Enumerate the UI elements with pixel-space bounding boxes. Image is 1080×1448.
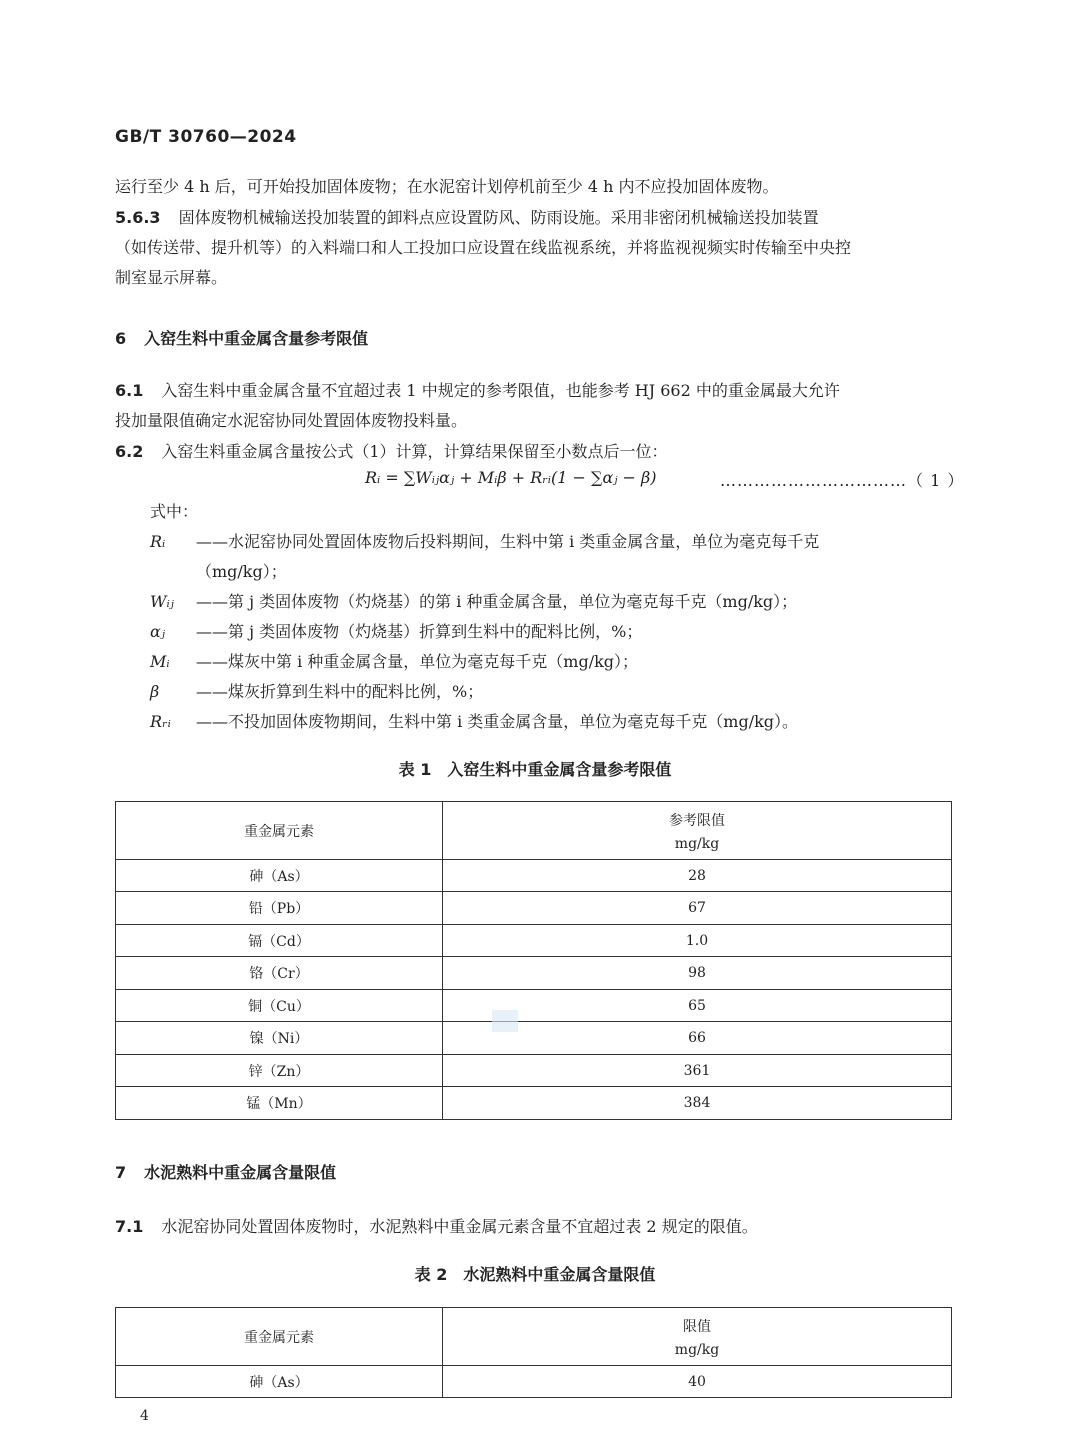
definition-symbol: αⱼ: [150, 622, 166, 641]
definition-text: （mg/kg）；: [196, 562, 287, 581]
element-cell: 砷（As）: [116, 1366, 443, 1398]
element-cell: 镉（Cd）: [116, 925, 443, 957]
table-1: [115, 801, 952, 1120]
element-cell: 锰（Mn）: [116, 1087, 443, 1120]
section-6-heading: [115, 326, 368, 349]
definition-text: ——煤灰中第 i 种重金属含量，单位为毫克每千克（mg/kg）；: [196, 652, 639, 671]
section-title: 入窑生料中重金属含量参考限值: [144, 329, 369, 348]
column-header-label: 参考限值: [669, 812, 725, 829]
table-row: [116, 1087, 952, 1120]
value-cell: 65: [443, 990, 952, 1022]
definition-text: ——第 j 类固体废物（灼烧基）折算到生料中的配料比例，%；: [196, 622, 643, 641]
definition-symbol: Mᵢ: [150, 652, 170, 671]
clause-number: 7.1: [115, 1217, 144, 1236]
element-cell: 锌（Zn）: [116, 1055, 443, 1087]
definition-text: ——水泥窑协同处置固体废物后投料期间，生料中第 i 类重金属含量，单位为毫克每千克: [196, 532, 820, 551]
table-row: [116, 1022, 952, 1055]
column-header-limit: [443, 802, 952, 860]
element-cell: 铜（Cu）: [116, 990, 443, 1022]
definition-item: [150, 647, 955, 677]
table-header-row: [116, 1308, 952, 1366]
table-row: [116, 860, 952, 892]
formula-number: ……………………………（ 1 ）: [720, 471, 965, 490]
definition-symbol: Wᵢⱼ: [150, 592, 174, 611]
clause-text-line: 投加量限值确定水泥窑协同处置固体废物投料量。: [115, 411, 468, 430]
value-cell: 66: [443, 1022, 952, 1055]
element-cell: 铅（Pb）: [116, 892, 443, 925]
value-cell: 28: [443, 860, 952, 892]
definition-item: [150, 527, 955, 557]
watermark-mark: [492, 1010, 518, 1032]
table-row: [116, 925, 952, 957]
column-header-element: 重金属元素: [116, 1308, 443, 1366]
definition-text: ——煤灰折算到生料中的配料比例，%；: [196, 682, 484, 701]
clause-6-2: [115, 437, 955, 467]
column-header-unit: mg/kg: [674, 835, 720, 852]
definition-item: [150, 617, 955, 647]
clause-number: 6.1: [115, 381, 144, 400]
definition-text: ——不投加固体废物期间，生料中第 i 类重金属含量，单位为毫克每千克（mg/kg）。: [196, 712, 799, 731]
value-cell: 1.0: [443, 925, 952, 957]
clause-5-6-3: [115, 203, 955, 233]
where-label: 式中：: [150, 502, 199, 521]
column-header-limit: [443, 1308, 952, 1366]
formula-1: Rᵢ = ∑Wᵢⱼαⱼ + Mᵢβ + Rᵣᵢ(1 − ∑αⱼ − β): [365, 468, 657, 487]
paragraph-continued: 运行至少 4 h 后，可开始投加固体废物；在水泥窑计划停机前至少 4 h 内不应投加固体废物。: [115, 177, 779, 196]
definition-item: [150, 587, 955, 617]
element-cell: 砷（As）: [116, 860, 443, 892]
value-cell: 384: [443, 1087, 952, 1120]
clause-text-line: 入窑生料重金属含量按公式（1）计算，计算结果保留至小数点后一位：: [161, 442, 668, 461]
clause-text-line: 入窑生料中重金属含量不宜超过表 1 中规定的参考限值，也能参考 HJ 662 中的重金属最大允许: [161, 381, 840, 400]
table-row: [116, 957, 952, 990]
definition-symbol: β: [150, 682, 160, 701]
table-row: [116, 892, 952, 925]
definition-symbol: Rᵣᵢ: [150, 712, 171, 731]
value-cell: 40: [443, 1366, 952, 1398]
definition-symbol: Rᵢ: [150, 532, 166, 551]
clause-text-line: 固体废物机械输送投加装置的卸料点应设置防风、防雨设施。采用非密闭机械输送投加装置: [178, 208, 819, 227]
clause-text-line: （如传送带、提升机等）的入料端口和人工投加口应设置在线监视系统，并将监视视频实时传输至中央控: [115, 238, 852, 257]
clause-text-line: 制室显示屏幕。: [115, 268, 228, 287]
value-cell: 98: [443, 957, 952, 990]
definition-item: [150, 557, 955, 587]
element-cell: 镍（Ni）: [116, 1022, 443, 1055]
value-cell: 361: [443, 1055, 952, 1087]
column-header-unit: mg/kg: [674, 1341, 720, 1358]
clause-7-1: [115, 1212, 955, 1242]
column-header-label: 限值: [683, 1318, 711, 1335]
column-header-element: 重金属元素: [116, 802, 443, 860]
table-1-caption: 表 1 入窑生料中重金属含量参考限值: [398, 760, 672, 779]
page-number: 4: [140, 1408, 149, 1424]
clause-number: 6.2: [115, 442, 144, 461]
table-row: [116, 1055, 952, 1087]
definition-text: ——第 j 类固体废物（灼烧基）的第 i 种重金属含量，单位为毫克每千克（mg/kg）；: [196, 592, 798, 611]
table-2: [115, 1307, 952, 1398]
definition-item: [150, 707, 955, 737]
standard-number: GB/T 30760—2024: [115, 127, 297, 147]
table-header-row: [116, 802, 952, 860]
clause-text-line: 水泥窑协同处置固体废物时，水泥熟料中重金属元素含量不宜超过表 2 规定的限值。: [161, 1217, 758, 1236]
section-number: 7: [115, 1163, 127, 1182]
section-number: 6: [115, 329, 127, 348]
section-title: 水泥熟料中重金属含量限值: [144, 1163, 337, 1182]
table-row: [116, 1366, 952, 1398]
value-cell: 67: [443, 892, 952, 925]
clause-number: 5.6.3: [115, 208, 161, 227]
table-row: [116, 990, 952, 1022]
definition-item: [150, 677, 955, 707]
element-cell: 铬（Cr）: [116, 957, 443, 990]
clause-6-1: [115, 376, 955, 406]
table-2-caption: 表 2 水泥熟料中重金属含量限值: [414, 1265, 656, 1284]
section-7-heading: [115, 1160, 336, 1183]
